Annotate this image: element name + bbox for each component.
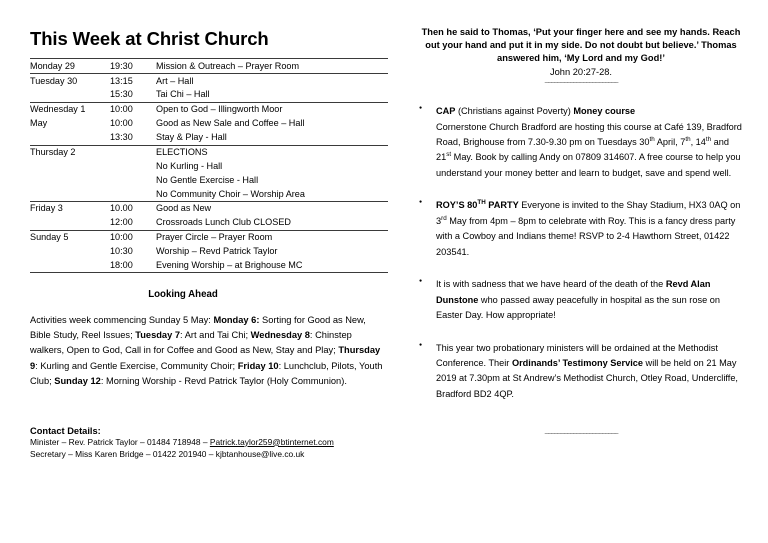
schedule-day: [30, 159, 110, 173]
schedule-time: 10:30: [110, 246, 133, 257]
schedule-day: [30, 187, 110, 201]
table-row: [30, 145, 388, 159]
schedule-time: [110, 159, 156, 173]
schedule-event: Mission & Outreach – Prayer Room: [156, 59, 388, 74]
schedule-event: Good as New Sale and Coffee – Hall: [156, 118, 305, 129]
schedule-time: 19:30: [110, 59, 156, 74]
notice-lead-bold2: Money course: [573, 106, 636, 117]
notice-body: April, 7: [654, 136, 686, 147]
schedule-time: 10:00: [110, 230, 156, 244]
schedule-time: [110, 173, 156, 187]
table-row: [30, 159, 388, 173]
contact-secretary-line: [30, 449, 384, 460]
ordinal-suffix: TH: [477, 199, 486, 207]
contact-minister-text: Minister – Rev. Patrick Taylor – 01484 718948 –: [30, 436, 210, 447]
notice-highlight: Ordinands’ Testimony Service: [511, 357, 643, 368]
notices-list: [416, 104, 746, 402]
table-row: [30, 88, 388, 102]
contact-details-heading: Contact Details:: [30, 425, 101, 436]
looking-ahead-intro: Activities week commencing Sunday 5 May:: [30, 315, 211, 326]
looking-ahead-day-text: Sorting for Good as New, Bible Study, Reel Issues;: [30, 315, 366, 341]
schedule-day: Friday 3: [30, 202, 110, 216]
looking-ahead-day-label: Sunday 12: [54, 375, 101, 386]
schedule-time: 10.00: [110, 202, 156, 216]
secretary-email-text: kjbtanhouse@live.co.uk: [215, 448, 305, 459]
table-row: [30, 259, 388, 273]
notice-body: Cornerstone Church Bradford are hosting this course at Café 139, Bradford Road, Brighouse from 7.30-9.30 pm on Tuesdays 30: [436, 121, 742, 147]
notice-highlight: Revd Alan Dunstone: [436, 279, 711, 305]
schedule-day: Wednesday 1: [30, 102, 110, 116]
table-row: [30, 173, 388, 187]
scripture-reference: John 20:27-28.: [549, 66, 613, 77]
ordinal-suffix: st: [446, 151, 452, 159]
schedule-day: [30, 259, 110, 273]
table-row: [30, 131, 388, 145]
schedule-day: [30, 131, 110, 145]
ordinal-suffix: rd: [441, 214, 447, 222]
notice-item-ordinands-testimony-service: [416, 341, 746, 403]
ordinal-suffix: th: [685, 135, 691, 143]
looking-ahead-day-text: : Kurling and Gentle Exercise, Community Choir;: [35, 360, 238, 371]
looking-ahead-day-text: : Lunchclub, Pilots, Youth Club;: [30, 360, 383, 386]
schedule-time: [110, 187, 156, 201]
looking-ahead-day-text: : Art and Tai Chi;: [180, 330, 251, 341]
table-row: [30, 245, 388, 259]
schedule-time: 15:30: [110, 89, 133, 100]
schedule-day: Thursday 2: [30, 145, 110, 159]
looking-ahead-segments: [30, 315, 382, 385]
notice-body: It is with sadness that we have heard of the death of the: [436, 279, 666, 290]
notice-body: This year two probationary ministers will be ordained at the Methodist Conference. Their: [436, 342, 718, 368]
table-row: [30, 230, 388, 244]
table-row: [30, 74, 388, 88]
schedule-time: 12:00: [110, 217, 133, 228]
table-row: [30, 202, 388, 216]
schedule-time: 10:00: [110, 102, 156, 116]
schedule-day: Sunday 5: [30, 230, 110, 244]
looking-ahead-paragraph: [30, 313, 384, 388]
notice-body: May from 4pm – 8pm to celebrate with Roy. This is a fancy dress party with a Cowboy and Indians theme! RSVP to 2-4 Hawthorn Street, 01422 203541.: [436, 215, 736, 257]
schedule-event: Good as New: [156, 202, 388, 216]
schedule-time: [110, 145, 156, 159]
schedule-time: 18:00: [110, 259, 156, 273]
schedule-event: No Kurling - Hall: [156, 160, 223, 171]
notice-body: and 21: [436, 136, 729, 163]
notice-lead-bold2: PARTY: [485, 200, 519, 211]
looking-ahead-day-text: : Morning Worship - Revd Patrick Taylor (Holy Communion).: [100, 375, 347, 386]
notice-body: , 14: [690, 136, 706, 147]
schedule-time: 13:30: [110, 132, 133, 143]
weekly-schedule-table: [30, 58, 388, 273]
schedule-event: ELECTIONS: [156, 145, 388, 159]
page-title: This Week at Christ Church: [30, 28, 269, 49]
notice-lead-normal: (Christians against Poverty): [455, 106, 574, 117]
schedule-event: Art – Hall: [156, 74, 388, 88]
table-row: [30, 59, 388, 74]
ordinal-suffix: th: [649, 135, 655, 143]
schedule-event: Prayer Circle – Prayer Room: [156, 230, 388, 244]
notice-body: will be held on 21 May 2019 at 7.30pm at St Andrew’s Methodist Church, Otley Road, Undercliffe, Bradford BD2 4QP.: [436, 357, 738, 399]
schedule-time: 10:00: [110, 118, 133, 129]
schedule-day: Tuesday 30: [30, 74, 110, 88]
schedule-time: 13:15: [110, 74, 156, 88]
schedule-day: May: [30, 118, 48, 129]
table-row: [30, 117, 388, 131]
schedule-day: [30, 245, 110, 259]
looking-ahead-heading: Looking Ahead: [148, 289, 218, 301]
schedule-day: [30, 173, 110, 187]
schedule-day: Monday 29: [30, 59, 110, 74]
scripture-quote: Then he said to Thomas, ‘Put your finger here and see my hands. Reach out your hand and put it in my side. Do not doubt but believe.’ Thomas answered him, ‘My Lord and my God!’: [421, 27, 741, 64]
schedule-day: [30, 88, 110, 102]
table-row: [30, 216, 388, 230]
right-column: [398, 18, 754, 543]
notice-body: Everyone is invited to the Shay Stadium, HX3 0AQ on 3: [436, 200, 741, 226]
contact-secretary-text: Secretary – Miss Karen Bridge – 01422 201940 –: [30, 448, 216, 459]
table-row: [30, 102, 388, 116]
schedule-event: No Gentle Exercise - Hall: [156, 174, 259, 185]
looking-ahead-day-label: Tuesday 7: [135, 330, 181, 341]
notice-item-revd-alan-dunstone: [416, 277, 746, 323]
ordinal-suffix: th: [705, 135, 712, 143]
looking-ahead-day-label: Monday 6:: [213, 315, 260, 326]
looking-ahead-day-label: Wednesday 8: [250, 330, 310, 341]
schedule-event: Stay & Play - Hall: [156, 132, 227, 143]
notice-lead-bold: ROY’S 80: [436, 200, 478, 211]
wavy-divider-top: ~~~~~~~~~~~~~~~~~~~~~~~: [544, 77, 618, 87]
schedule-event: Evening Worship – at Brighouse MC: [156, 259, 388, 273]
notice-item-cap-money-course: [416, 104, 746, 181]
schedule-event: Worship – Revd Patrick Taylor: [156, 246, 278, 257]
schedule-event: Open to God – Illingworth Moor: [156, 102, 388, 116]
contact-minister-line: [30, 437, 384, 448]
left-column: [14, 18, 398, 543]
schedule-event: No Community Choir – Worship Area: [156, 188, 305, 199]
looking-ahead-day-label: Friday 10: [237, 360, 279, 371]
schedule-day: [30, 216, 110, 230]
schedule-event: Tai Chi – Hall: [156, 89, 210, 100]
notice-body: May. Book by calling Andy on 07809 314607. A free course to help you understand your money better and learn to budget, save and spend well.: [436, 152, 741, 178]
notice-lead-bold: CAP: [436, 106, 456, 117]
minister-email-link[interactable]: Patrick.taylor259@btinternet.com: [209, 436, 334, 447]
looking-ahead-day-text: : Chinstep walkers, Open to God, Call in for Coffee and Good as New, Stay and Play;: [30, 330, 352, 356]
notice-body: who passed away peacefully in hospital as the sun rose on Easter Day. How appropriate!: [436, 294, 720, 321]
schedule-event: Crossroads Lunch Club CLOSED: [156, 217, 291, 228]
notice-item-roys-80th-party: [416, 198, 746, 260]
wavy-divider-bottom: ~~~~~~~~~~~~~~~~~~~~~~~: [544, 429, 618, 439]
looking-ahead-day-label: Thursday 9: [30, 345, 381, 371]
table-row: [30, 187, 388, 201]
